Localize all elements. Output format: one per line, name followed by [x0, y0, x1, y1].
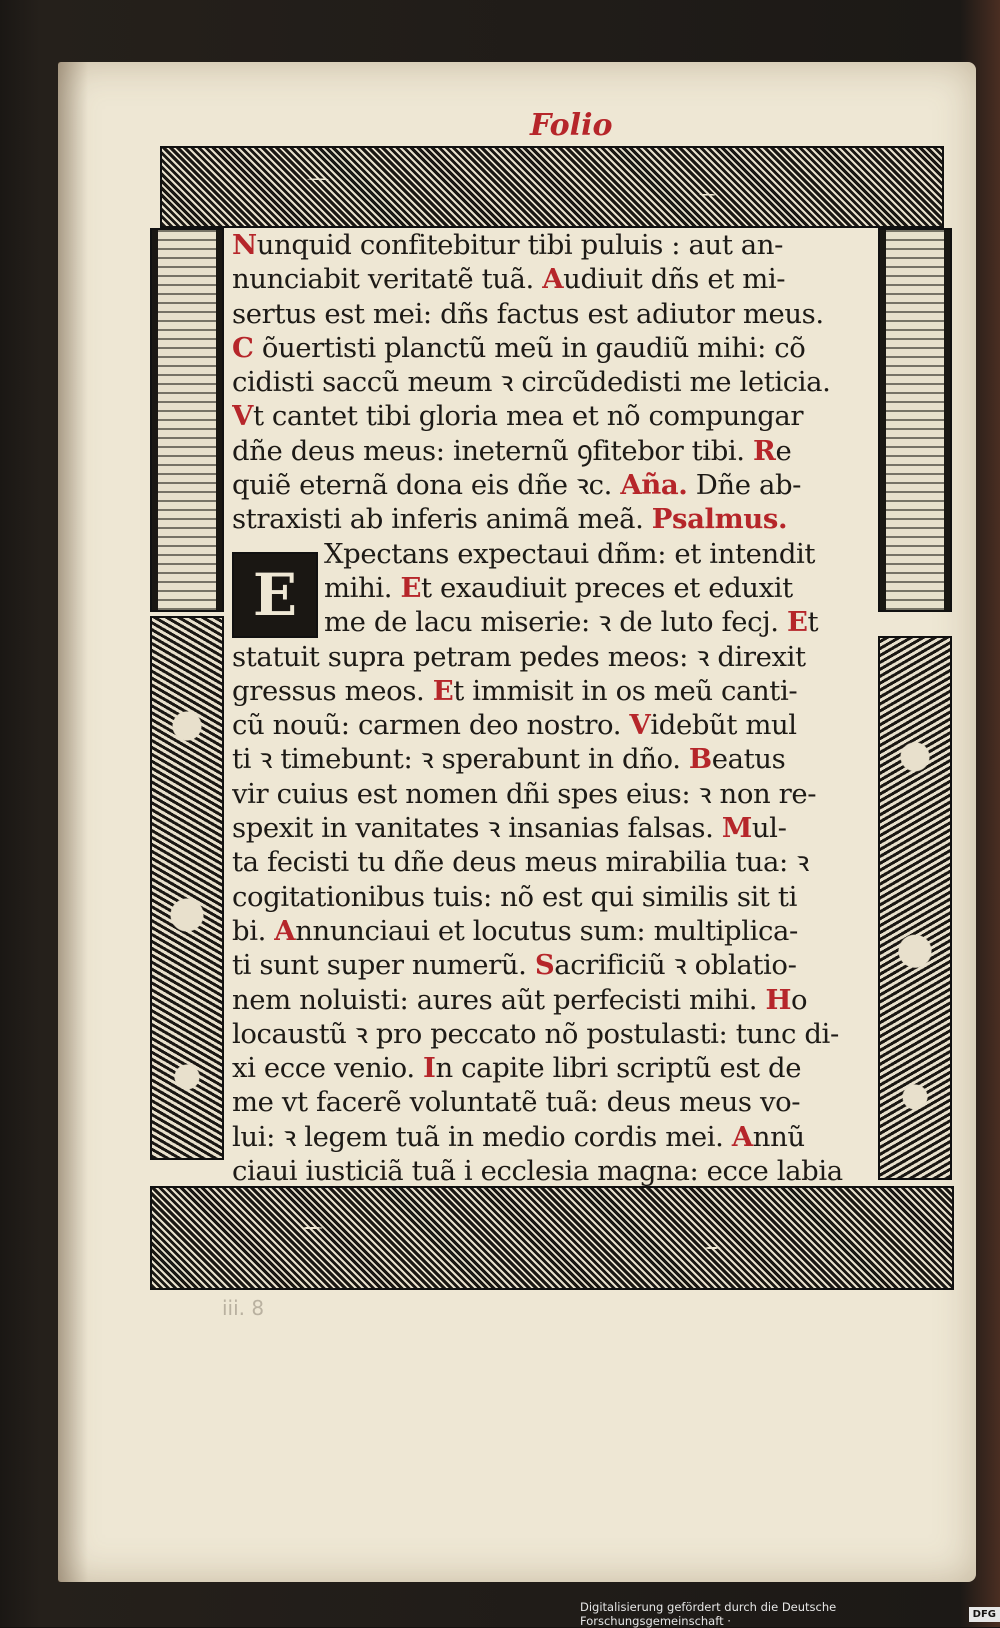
text-line	[232, 674, 860, 708]
text-line	[232, 1085, 860, 1119]
border-bottom-ornament	[150, 1186, 954, 1290]
text-segment: bi.	[232, 914, 275, 947]
text-segment: lui: ꝛ legem tuã in medio cordis mei.	[232, 1120, 732, 1153]
text-segment: xi ecce venio.	[232, 1052, 424, 1085]
text-line	[232, 1120, 860, 1154]
text-line	[232, 742, 860, 776]
folio-heading: Folio	[530, 108, 613, 143]
rubric-letter: Psalmus.	[651, 503, 788, 536]
dfg-logo: DFG	[969, 1607, 1000, 1622]
text-segment: ta fecisti tu dñe deus meus mirabilia tua: ꝛ	[232, 846, 809, 879]
rubric-letter: A	[274, 914, 296, 947]
pencil-shelfmark: iii. 8	[222, 1296, 265, 1320]
footer-credit-text: Digitalisierung gefördert durch die Deutsche Forschungsgemeinschaft ·	[580, 1600, 837, 1628]
text-segment: cidisti saccũ meum ꝛ circũdedisti me leticia.	[232, 366, 831, 399]
rubric-letter: V	[232, 400, 253, 433]
text-segment: spexit in vanitates ꝛ insanias falsas.	[232, 812, 722, 845]
text-segment: ciaui iusticiã tuã i ecclesia magna: ecce labia	[232, 1155, 843, 1188]
text-segment: locaustũ ꝛ pro peccato nõ postulasti: tunc di-	[232, 1017, 839, 1050]
text-line	[232, 399, 860, 433]
text-segment: nunciabit veritatẽ tuã.	[232, 263, 543, 296]
text-segment: nnũ	[752, 1120, 805, 1153]
rubric-letter: V	[629, 709, 651, 742]
text-line	[232, 571, 860, 605]
text-segment: cũ nouũ: carmen deo nostro.	[232, 709, 630, 742]
text-segment: t exaudiuit preces et eduxit	[421, 571, 793, 604]
text-segment: cogitationibus tuis: nõ est qui similis sit ti	[232, 880, 797, 913]
text-segment: udiuit dñs et mi-	[563, 263, 786, 296]
decorated-initial: E	[232, 552, 318, 638]
text-line	[232, 1154, 860, 1188]
rubric-letter: A	[731, 1120, 753, 1153]
border-right-column-lower	[878, 636, 952, 1180]
text-line	[232, 777, 860, 811]
text-block	[232, 228, 860, 1188]
text-segment: e	[775, 434, 792, 467]
text-segment: statuit supra petram pedes meos: ꝛ direxit	[232, 640, 806, 673]
rubric-letter: H	[765, 983, 792, 1016]
text-segment: õuertisti planctũ meũ in gaudiũ mihi: cõ	[253, 331, 806, 364]
text-segment: n capite libri scriptũ est de	[435, 1052, 802, 1085]
text-line	[232, 708, 860, 742]
footer-credit	[580, 1600, 1000, 1628]
text-line	[232, 262, 860, 296]
text-line	[232, 537, 860, 571]
text-line	[232, 640, 860, 674]
rubric-letter: M	[721, 812, 752, 845]
text-segment: idebũt mul	[650, 709, 797, 742]
text-segment: unquid confitebitur tibi puluis : aut an-	[256, 229, 784, 261]
rubric-letter: N	[232, 229, 257, 261]
text-line	[232, 605, 860, 639]
text-segment: sertus est mei: dñs factus est adiutor meus.	[232, 297, 824, 330]
text-segment: vir cuius est nomen dñi spes eius: ꝛ non re-	[232, 777, 817, 810]
text-line	[232, 1051, 860, 1085]
text-segment: me de lacu miserie: ꝛ de luto fecj.	[324, 606, 787, 639]
rubric-letter: R	[753, 434, 776, 467]
text-segment: Dñe ab-	[687, 469, 802, 502]
text-line	[232, 297, 860, 331]
border-left-column-upper	[150, 228, 224, 612]
text-line	[232, 228, 860, 262]
rubric-letter: B	[688, 743, 712, 776]
border-right-column-upper	[878, 228, 952, 612]
text-segment: me vt facerẽ voluntatẽ tuã: deus meus vo-	[232, 1086, 801, 1119]
text-segment: dñe deus meus: ineternũ ꝯfitebor tibi.	[232, 434, 753, 467]
text-line	[232, 811, 860, 845]
rubric-letter: Añа.	[620, 469, 688, 502]
text-segment: o	[791, 983, 808, 1016]
rubric-letter: E	[432, 674, 454, 707]
text-segment: nem noluisti: aures aũt perfecisti mihi.	[232, 983, 766, 1016]
text-line	[232, 948, 860, 982]
text-line	[232, 914, 860, 948]
text-segment: eatus	[711, 743, 786, 776]
text-segment: ul-	[751, 812, 787, 845]
text-line	[232, 365, 860, 399]
text-line	[232, 845, 860, 879]
text-line	[232, 983, 860, 1017]
text-line	[232, 434, 860, 468]
text-segment: acrificiũ ꝛ oblatio-	[554, 949, 797, 982]
rubric-letter: A	[542, 263, 564, 296]
text-segment: straxisti ab inferis animã meã.	[232, 503, 652, 536]
rubric-letter: S	[534, 949, 555, 982]
text-line	[232, 880, 860, 914]
rubric-letter: I	[423, 1052, 436, 1085]
text-line	[232, 1017, 860, 1051]
text-segment: t	[807, 606, 819, 639]
rubric-letter: C	[232, 331, 254, 364]
text-segment: nnunciaui et locutus sum: multiplica-	[295, 914, 798, 947]
text-segment: ti ꝛ timebunt: ꝛ sperabunt in dño.	[232, 743, 689, 776]
text-segment: mihi.	[324, 571, 401, 604]
text-segment: quiẽ eternã dona eis dñe ꝛc.	[232, 469, 621, 502]
text-segment: t cantet tibi gloria mea et nõ compungar	[252, 400, 804, 433]
border-left-column-lower	[150, 616, 224, 1160]
rubric-letter: E	[400, 571, 422, 604]
text-line	[232, 331, 860, 365]
border-top-ornament	[160, 146, 944, 228]
text-segment: ti sunt super numerũ.	[232, 949, 535, 982]
text-line	[232, 502, 860, 536]
text-segment: Xpectans expectaui dñm: et intendit	[324, 537, 816, 570]
rubric-letter: E	[786, 606, 808, 639]
text-segment: t immisit in os meũ canti-	[453, 674, 798, 707]
text-segment: gressus meos.	[232, 674, 433, 707]
text-line	[232, 468, 860, 502]
